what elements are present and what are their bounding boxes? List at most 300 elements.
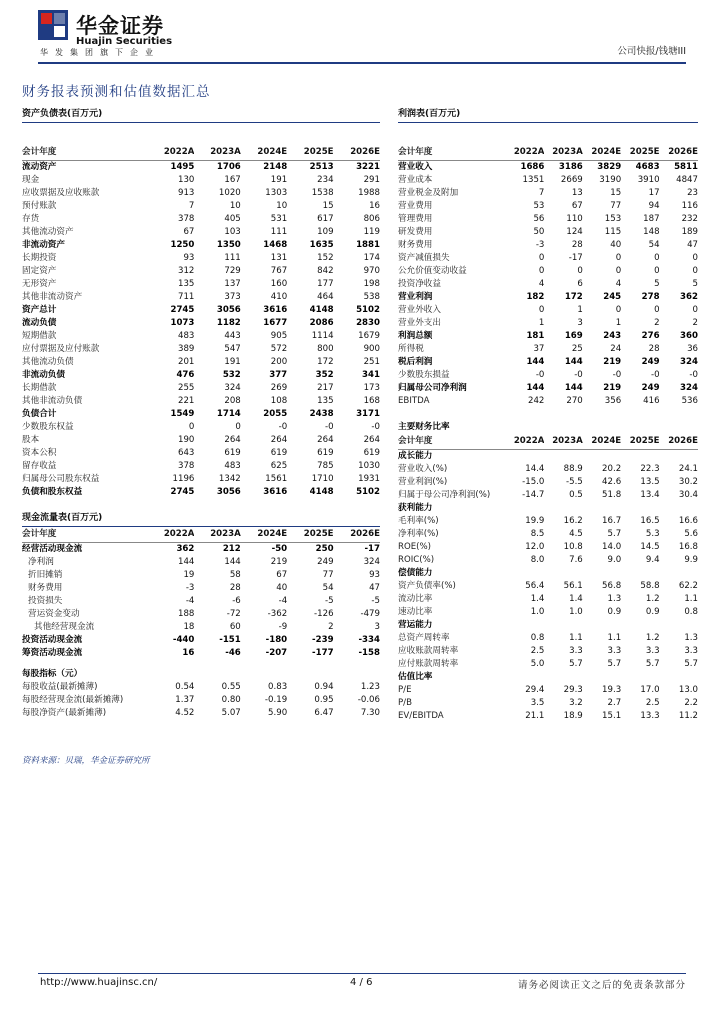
row-label: 速动比率 xyxy=(398,607,433,617)
table-row xyxy=(398,213,698,226)
row-value: 0 xyxy=(235,422,241,432)
row-value: 3221 xyxy=(356,162,380,172)
row-value: 483 xyxy=(224,461,241,471)
report-type: 公司快报/钱塘III xyxy=(617,46,686,57)
row-value: 187 xyxy=(643,214,660,224)
row-value: 148 xyxy=(643,227,660,237)
row-value: -6 xyxy=(232,596,241,606)
table-row xyxy=(398,356,698,369)
row-value: 0 xyxy=(654,305,660,315)
row-label: 无形资产 xyxy=(22,279,57,289)
row-value: 378 xyxy=(177,461,195,471)
row-label: 其他流动资产 xyxy=(22,227,74,237)
row-value: 324 xyxy=(680,357,698,367)
row-value: 10 xyxy=(229,201,241,211)
row-label: 营业成本 xyxy=(398,175,433,185)
row-value: 108 xyxy=(270,396,288,406)
row-label: 流动比率 xyxy=(398,594,433,604)
row-value: -0 xyxy=(650,370,660,380)
table-row xyxy=(22,174,380,187)
row-value: 7.30 xyxy=(360,708,380,718)
row-value: 67 xyxy=(571,201,583,211)
table-row xyxy=(22,486,380,499)
table-row xyxy=(398,684,698,697)
footer-website-link[interactable]: http://www.huajinsc.cn/ xyxy=(40,977,158,988)
table-row xyxy=(398,382,698,395)
table-row xyxy=(398,161,698,175)
row-value: 2513 xyxy=(309,162,334,172)
row-value: 2830 xyxy=(356,318,380,328)
table-row xyxy=(22,421,380,434)
row-value: 1 xyxy=(615,318,622,328)
huajin-logo-icon xyxy=(38,10,68,40)
row-value: 2.5 xyxy=(645,698,660,708)
table-row xyxy=(398,187,698,200)
row-value: -334 xyxy=(358,635,380,645)
table-row xyxy=(398,515,698,528)
row-value: 15.1 xyxy=(602,711,622,721)
row-value: 1.2 xyxy=(645,633,660,643)
row-value: 1.3 xyxy=(684,633,698,643)
row-value: 144 xyxy=(526,357,545,367)
row-value: 30.2 xyxy=(678,477,698,487)
row-value: 3056 xyxy=(216,487,241,497)
row-value: 1196 xyxy=(172,474,195,484)
row-value: 1.1 xyxy=(607,633,622,643)
row-value: 0 xyxy=(615,305,622,315)
row-value: 25 xyxy=(571,344,583,354)
row-value: 3.3 xyxy=(569,646,583,656)
row-value: 42.6 xyxy=(602,477,622,487)
row-value: 47 xyxy=(369,583,380,593)
row-value: 1561 xyxy=(265,474,288,484)
table-row xyxy=(398,252,698,265)
row-value: 200 xyxy=(270,357,288,367)
row-label: 流动资产 xyxy=(22,162,57,172)
row-value: 341 xyxy=(362,370,380,380)
row-value: 56.4 xyxy=(525,581,545,591)
row-value: 255 xyxy=(177,383,195,393)
row-value: 28 xyxy=(571,240,583,250)
row-value: -4 xyxy=(278,596,288,606)
row-label: 营业收入(%) xyxy=(398,464,448,474)
row-value: 3829 xyxy=(597,162,622,172)
table-row xyxy=(398,278,698,291)
row-value: 1468 xyxy=(263,240,288,250)
row-value: 217 xyxy=(317,383,334,393)
row-value: 0 xyxy=(538,266,545,276)
row-value: 160 xyxy=(270,279,288,289)
row-value: 16.5 xyxy=(640,516,660,526)
row-value: 389 xyxy=(177,344,195,354)
row-value: 144 xyxy=(177,557,195,567)
row-value: 13.0 xyxy=(678,685,698,695)
row-value: 243 xyxy=(603,331,622,341)
row-value: 270 xyxy=(566,396,583,406)
row-label: 股本 xyxy=(22,435,40,445)
row-value: 0.8 xyxy=(684,607,698,617)
row-value: 190 xyxy=(177,435,195,445)
row-label: 负债和股东权益 xyxy=(22,487,83,497)
year-header: 2023A xyxy=(544,434,582,450)
per-share-title-label: 每股指标（元） xyxy=(22,669,83,679)
row-label: 资产总计 xyxy=(22,305,57,315)
row-value xyxy=(621,502,659,515)
row-value: 1250 xyxy=(170,240,195,250)
row-label: 财务费用 xyxy=(398,240,433,250)
row-value: 0.83 xyxy=(268,682,288,692)
row-label: 留存收益 xyxy=(22,461,57,471)
row-value: 0.80 xyxy=(221,695,241,705)
table-row xyxy=(22,226,380,239)
table-row xyxy=(398,463,698,476)
row-value: 0.55 xyxy=(221,682,241,692)
row-label: 归属母公司净利润 xyxy=(398,383,467,393)
row-value: 0.5 xyxy=(569,490,583,500)
table-row xyxy=(398,330,698,343)
row-value: 40 xyxy=(276,583,288,593)
row-value: 198 xyxy=(363,279,380,289)
row-value: 2438 xyxy=(309,409,334,419)
row-label: 研发费用 xyxy=(398,227,433,237)
row-value: 5.6 xyxy=(684,529,698,539)
row-value: 547 xyxy=(224,344,241,354)
row-value: 13.4 xyxy=(640,490,660,500)
section-title: 财务报表预测和估值数据汇总 xyxy=(22,84,211,100)
row-value: 219 xyxy=(270,557,288,567)
row-value: 29.3 xyxy=(563,685,583,695)
row-value: 58 xyxy=(229,570,241,580)
row-value: 62.2 xyxy=(678,581,698,591)
table-row xyxy=(22,395,380,408)
company-name-en: Huajin Securities xyxy=(76,36,173,47)
table-row xyxy=(398,541,698,554)
row-value: 208 xyxy=(224,396,241,406)
row-value: 617 xyxy=(317,214,334,224)
row-value: 111 xyxy=(224,253,241,263)
row-label: 长期投资 xyxy=(22,253,57,263)
row-value: 5.90 xyxy=(268,708,288,718)
row-value: 2 xyxy=(692,318,698,328)
year-header: 2024E xyxy=(241,527,287,543)
row-value: 232 xyxy=(681,214,698,224)
table-row xyxy=(22,343,380,356)
row-value xyxy=(621,450,659,464)
table-row xyxy=(22,447,380,460)
row-value: 373 xyxy=(224,292,241,302)
row-value: 201 xyxy=(177,357,195,367)
row-label: 少数股东损益 xyxy=(398,370,450,380)
row-value: 18.9 xyxy=(563,711,583,721)
row-value: 17 xyxy=(648,188,660,198)
row-value: 842 xyxy=(317,266,334,276)
row-value: 0 xyxy=(538,253,545,263)
row-value: 191 xyxy=(270,175,288,185)
row-value: 2.7 xyxy=(607,698,622,708)
row-value: 1706 xyxy=(216,162,241,172)
row-value: 276 xyxy=(641,331,660,341)
row-value: -0 xyxy=(371,422,380,432)
row-value: 264 xyxy=(224,435,241,445)
row-value: 1677 xyxy=(263,318,288,328)
row-value: 1.37 xyxy=(175,695,195,705)
ratios-table xyxy=(398,421,698,723)
row-value: 4683 xyxy=(635,162,660,172)
row-value: -362 xyxy=(267,609,288,619)
row-value: 5.7 xyxy=(569,659,583,669)
year-header: 2025E xyxy=(621,145,659,161)
row-label: 管理费用 xyxy=(398,214,433,224)
row-value: 1 xyxy=(577,305,583,315)
row-value: 182 xyxy=(526,292,545,302)
row-value: 249 xyxy=(641,357,660,367)
row-value xyxy=(583,671,621,684)
row-label: 存货 xyxy=(22,214,40,224)
row-value xyxy=(544,567,582,580)
row-value: 94 xyxy=(648,201,660,211)
row-value: 9.9 xyxy=(684,555,698,565)
row-label: ROIC(%) xyxy=(398,555,435,565)
row-value: 30.4 xyxy=(678,490,698,500)
row-value xyxy=(621,567,659,580)
row-value: 7 xyxy=(538,188,545,198)
row-value: 245 xyxy=(603,292,622,302)
row-value xyxy=(544,619,582,632)
row-value: 0.8 xyxy=(530,633,545,643)
row-value: 0 xyxy=(692,266,698,276)
row-label: 非流动资产 xyxy=(22,240,65,250)
row-value: 0.95 xyxy=(314,695,334,705)
row-value: 130 xyxy=(177,175,195,185)
row-value: 3616 xyxy=(263,305,288,315)
row-value: -46 xyxy=(225,648,241,658)
row-value: 3171 xyxy=(356,409,380,419)
row-value: 191 xyxy=(224,357,241,367)
row-value: 2745 xyxy=(170,305,195,315)
per-share-table xyxy=(22,668,380,720)
row-value: 1679 xyxy=(358,331,380,341)
table-row xyxy=(398,369,698,382)
row-label: 每股经营现金流(最新摊薄) xyxy=(22,695,124,705)
row-value: 67 xyxy=(183,227,195,237)
row-value: 4847 xyxy=(676,175,698,185)
table-row xyxy=(22,694,380,707)
page-header xyxy=(38,10,686,66)
row-value: 905 xyxy=(270,331,288,341)
row-value xyxy=(506,567,544,580)
table-header-row xyxy=(22,527,380,543)
row-value: 3056 xyxy=(216,305,241,315)
row-value: 2 xyxy=(654,318,660,328)
row-value: 9.4 xyxy=(645,555,660,565)
table-row xyxy=(398,710,698,723)
row-value: 970 xyxy=(363,266,380,276)
table-row xyxy=(398,317,698,330)
table-row xyxy=(22,369,380,382)
table-row xyxy=(22,434,380,447)
row-value: 60 xyxy=(229,622,241,632)
row-value: 5.7 xyxy=(607,659,622,669)
row-value: 8.0 xyxy=(530,555,545,565)
row-value: -0.06 xyxy=(357,695,380,705)
row-value: 13.5 xyxy=(640,477,660,487)
balance-sheet-panel xyxy=(22,108,380,499)
row-value: 40 xyxy=(610,240,622,250)
row-value: 0 xyxy=(615,266,622,276)
row-value: -5 xyxy=(371,596,380,606)
row-value: 5 xyxy=(692,279,698,289)
row-value: 476 xyxy=(176,370,195,380)
row-value: 913 xyxy=(177,188,195,198)
row-value: 767 xyxy=(270,266,288,276)
row-value xyxy=(506,671,544,684)
row-value: 3616 xyxy=(263,487,288,497)
row-value: 17.0 xyxy=(640,685,660,695)
row-value: 3910 xyxy=(637,175,660,185)
row-value: 5 xyxy=(654,279,660,289)
year-header: 2024E xyxy=(583,434,621,450)
row-label: 总资产周转率 xyxy=(398,633,450,643)
row-label: 营业外收入 xyxy=(398,305,441,315)
row-value: 5811 xyxy=(674,162,698,172)
row-value: 29.4 xyxy=(525,685,545,695)
cash-flow-panel xyxy=(22,512,380,660)
year-header: 2022A xyxy=(148,145,194,161)
table-row xyxy=(22,608,380,621)
row-label: P/B xyxy=(398,698,412,708)
row-value: 4.52 xyxy=(175,708,195,718)
table-row xyxy=(398,291,698,304)
row-value: 221 xyxy=(177,396,195,406)
row-value: 15 xyxy=(610,188,622,198)
row-label: 应收账款周转率 xyxy=(398,646,459,656)
table-row xyxy=(398,658,698,671)
row-value: 312 xyxy=(177,266,195,276)
row-label: 资产减值损失 xyxy=(398,253,450,263)
row-label: 应付账款周转率 xyxy=(398,659,459,669)
table-row xyxy=(398,489,698,502)
cash-flow-table xyxy=(22,527,380,660)
row-value: 531 xyxy=(270,214,288,224)
row-value: 19.3 xyxy=(602,685,622,695)
row-label: 营业税金及附加 xyxy=(398,188,459,198)
row-value: -3 xyxy=(535,240,545,250)
row-label: 所得税 xyxy=(398,344,424,354)
table-row xyxy=(22,356,380,369)
row-value: 3.2 xyxy=(569,698,583,708)
row-value xyxy=(544,502,582,515)
row-value: 3190 xyxy=(599,175,622,185)
row-value: 18 xyxy=(183,622,195,632)
row-value: 619 xyxy=(317,448,334,458)
row-value: 6 xyxy=(577,279,583,289)
year-header: 2023A xyxy=(194,145,240,161)
row-value: 1549 xyxy=(170,409,195,419)
row-value: 169 xyxy=(564,331,583,341)
row-label: 公允价值变动收益 xyxy=(398,266,467,276)
row-value: 1342 xyxy=(218,474,241,484)
row-value: 3.3 xyxy=(607,646,622,656)
row-value: 0 xyxy=(577,266,583,276)
row-value: 377 xyxy=(269,370,288,380)
row-value: 212 xyxy=(222,544,241,554)
row-value: 93 xyxy=(183,253,195,263)
row-label: 少数股东权益 xyxy=(22,422,74,432)
row-value: -17 xyxy=(364,544,380,554)
row-label: EV/EBITDA xyxy=(398,711,444,721)
row-value: 362 xyxy=(680,292,698,302)
row-value: 16 xyxy=(182,648,195,658)
row-value: -15.0 xyxy=(522,477,545,487)
row-value: 7 xyxy=(188,201,195,211)
row-value: -9 xyxy=(278,622,288,632)
row-value: -0 xyxy=(689,370,698,380)
row-value: 2086 xyxy=(309,318,334,328)
row-value: 1.2 xyxy=(645,594,660,604)
row-value: 785 xyxy=(317,461,334,471)
row-value xyxy=(506,450,544,464)
row-value: 360 xyxy=(680,331,698,341)
row-value: 144 xyxy=(564,357,583,367)
row-label: 其他经营现金流 xyxy=(34,622,95,632)
row-label: 资产负债率(%) xyxy=(398,581,456,591)
row-label: 营运能力 xyxy=(398,620,433,630)
row-value: 167 xyxy=(224,175,241,185)
row-value: 181 xyxy=(526,331,545,341)
row-value: 269 xyxy=(270,383,288,393)
table-row xyxy=(22,582,380,595)
row-value: 137 xyxy=(224,279,241,289)
row-value: 2148 xyxy=(263,162,288,172)
table-row xyxy=(398,671,698,684)
row-value: 14.4 xyxy=(525,464,545,474)
income-statement-panel xyxy=(398,108,698,408)
row-label: 负债合计 xyxy=(22,409,57,419)
table-row xyxy=(398,343,698,356)
row-value: 16.7 xyxy=(602,516,622,526)
row-value: 1.0 xyxy=(530,607,545,617)
row-label: 营业费用 xyxy=(398,201,433,211)
row-value: 7.6 xyxy=(569,555,583,565)
row-label: P/E xyxy=(398,685,412,695)
table-row xyxy=(22,317,380,330)
row-value: 1.3 xyxy=(607,594,622,604)
row-value: 1182 xyxy=(216,318,241,328)
row-value: 251 xyxy=(363,357,380,367)
row-value: 1020 xyxy=(218,188,241,198)
row-value: 37 xyxy=(533,344,545,354)
balance-sheet-title: 资产负债表(百万元) xyxy=(22,108,380,123)
row-value: -50 xyxy=(271,544,288,554)
row-label: 每股收益(最新摊薄) xyxy=(22,682,98,692)
year-header: 2023A xyxy=(194,527,240,543)
row-value: 111 xyxy=(270,227,288,237)
row-label: 财务费用 xyxy=(28,583,63,593)
row-label: ROE(%) xyxy=(398,542,432,552)
row-value: 729 xyxy=(224,266,241,276)
row-value: 5.7 xyxy=(684,659,698,669)
row-value xyxy=(621,671,659,684)
row-value: 189 xyxy=(681,227,698,237)
row-value: -0 xyxy=(612,370,622,380)
row-value: 144 xyxy=(526,383,545,393)
row-value: 23 xyxy=(687,188,698,198)
table-row xyxy=(22,569,380,582)
row-value xyxy=(660,567,698,580)
row-value: 16.2 xyxy=(563,516,583,526)
row-label: 投资净收益 xyxy=(398,279,441,289)
table-row xyxy=(22,278,380,291)
